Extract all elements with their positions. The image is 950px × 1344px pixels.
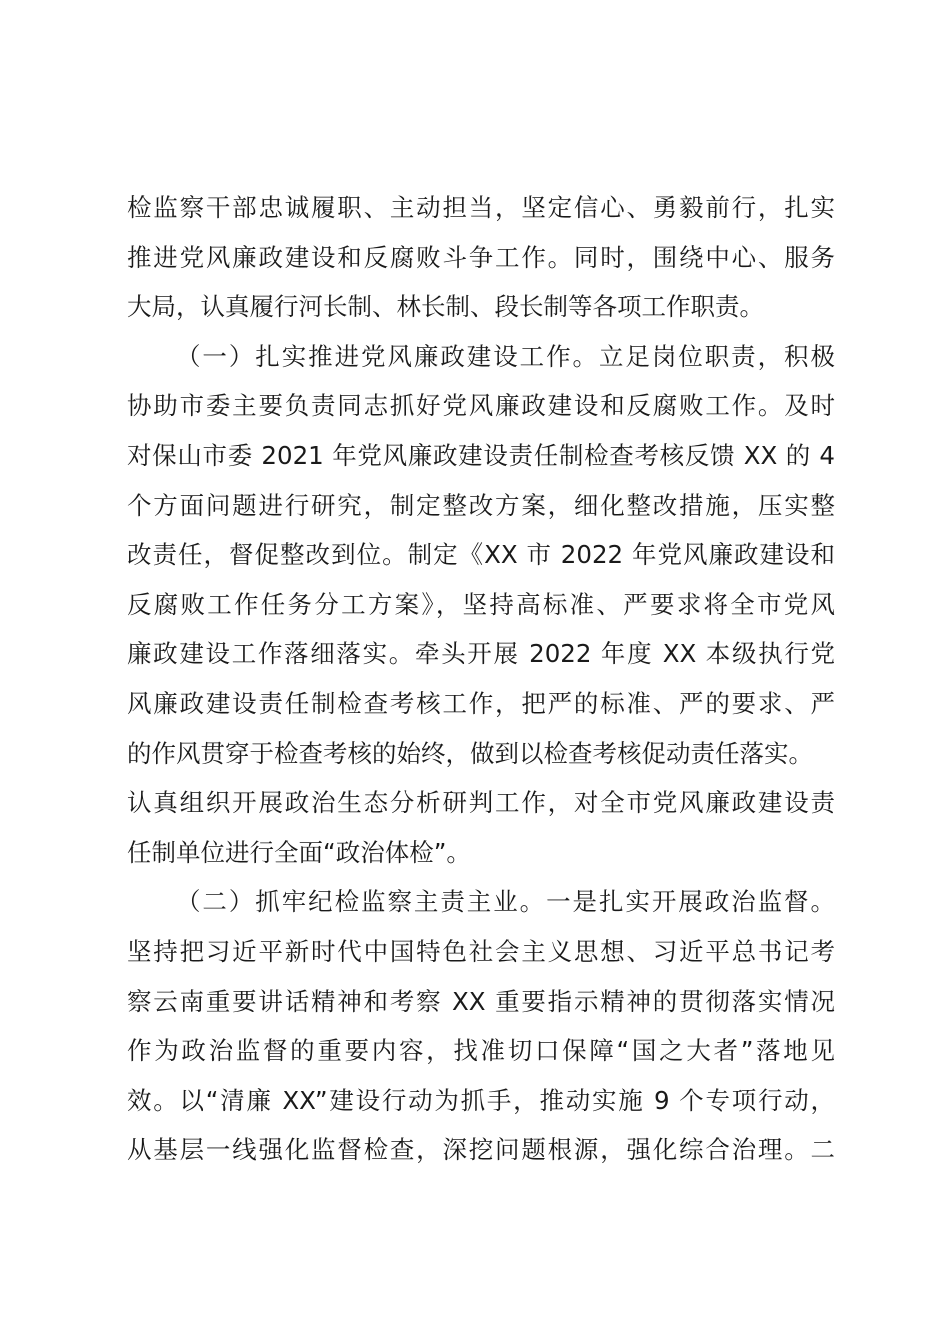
text-line: 改责任，督促整改到位。制定《XX 市 2022 年党风廉政建设和 [127,540,835,570]
text-line: 推进党风廉政建设和反腐败斗争工作。同时，围绕中心、服务 [127,242,835,272]
text-line: 个方面问题进行研究，制定整改方案，细化整改措施，压实整 [127,490,835,520]
text-line: 检监察干部忠诚履职、主动担当，坚定信心、勇毅前行，扎实 [127,193,835,222]
text-line: 认真组织开展政治生态分析研判工作，对全市党风廉政建设责 [127,788,835,818]
text-line: 大局，认真履行河长制、林长制、段长制等各项工作职责。 [127,292,764,322]
text-line: 协助市委主要负责同志抓好党风廉政建设和反腐败工作。及时 [127,391,835,421]
text-line: 作为政治监督的重要内容，找准切口保障“国之大者”落地见 [127,1036,835,1066]
text-line: 从基层一线强化监督检查，深挖问题根源，强化综合治理。二 [127,1135,835,1165]
text-line: 任制单位进行全面“政治体检”。 [127,837,471,867]
body-text [127,183,835,1175]
text-line: 廉政建设工作落细落实。牵头开展 2022 年度 XX 本级执行党 [127,639,835,669]
text-line: 对保山市委 2021 年党风廉政建设责任制检查考核反馈 XX 的 4 [127,440,835,470]
text-line: 效。以“清廉 XX”建设行动为抓手，推动实施 9 个专项行动， [127,1085,835,1115]
text-line: 的作风贯穿于检查考核的始终，做到以检查考核促动责任落实。 [127,738,813,768]
text-line: （二）抓牢纪检监察主责主业。一是扎实开展政治监督。 [176,887,835,917]
text-line: 察云南重要讲话精神和考察 XX 重要指示精神的贯彻落实情况 [127,986,835,1016]
text-line: 反腐败工作任务分工方案》，坚持高标准、严要求将全市党风 [127,589,835,619]
text-line: （一）扎实推进党风廉政建设工作。立足岗位职责，积极 [176,341,835,371]
text-line: 风廉政建设责任制检查考核工作，把严的标准、严的要求、严 [127,688,835,718]
text-line: 坚持把习近平新时代中国特色社会主义思想、习近平总书记考 [127,936,835,966]
